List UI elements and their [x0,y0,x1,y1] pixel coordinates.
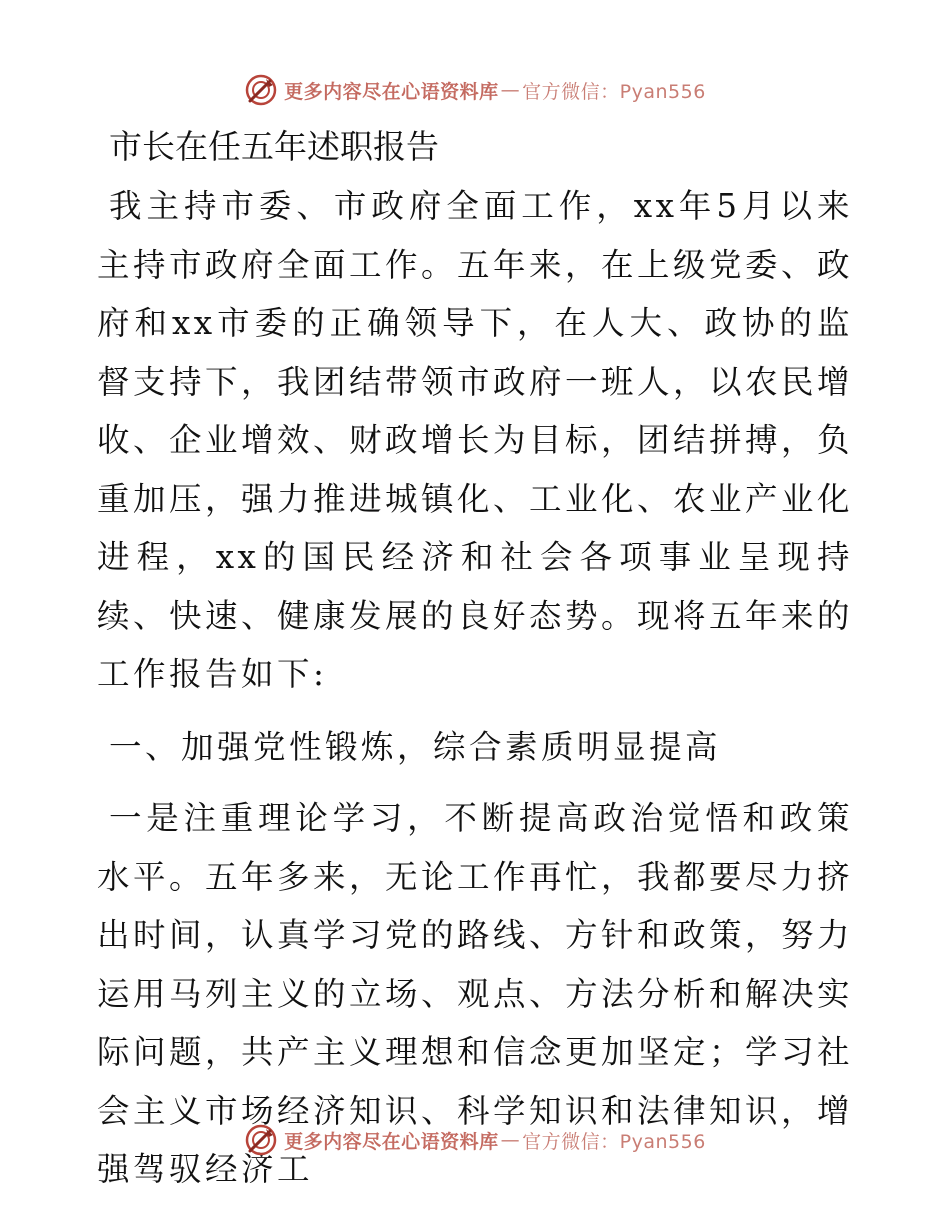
section-heading: 一、加强党性锻炼，综合素质明显提高 [109,727,722,766]
watermark-site-name: 更多内容尽在心语资料库 [284,80,499,103]
document-body [97,122,853,1199]
header-watermark [0,70,950,110]
watermark-site-name: 更多内容尽在心语资料库 [284,1130,499,1153]
watermark-contact: 官方微信：Pyan556 [522,1130,706,1153]
watermark-contact: 官方微信：Pyan556 [522,80,706,103]
watermark-dash: — [500,79,521,101]
section-paragraph: 一是注重理论学习，不断提高政治觉悟和政策水平。五年多来，无论工作再忙，我都要尽力挤出时间，认真学习党的路线、方针和政策，努力运用马列主义的立场、观点、方法分析和解决实际问题，共产主义理想和信念更加坚定；学习社会主义市场经济知识、科学知识和法律知识，增强驾驭经济工 [97,799,854,1188]
document-title: 市长在任五年述职报告 [109,127,439,166]
footer-watermark [0,1120,950,1160]
watermark-logo-icon [244,1123,278,1157]
watermark-dash: — [500,1129,521,1151]
intro-paragraph: 我主持市委、市政府全面工作，xx年5月以来主持市政府全面工作。五年来，在上级党委、政府和xx市委的正确领导下，在人大、政协的监督支持下，我团结带领市政府一班人，以农民增收、企业增效、财政增长为目标，团结拼搏，负重加压，强力推进城镇化、工业化、农业产业化进程，xx的国民经济和社会各项事业呈现持续、快速、健康发展的良好态势。现将五年来的工作报告如下: [97,187,854,693]
watermark-logo-icon [244,73,278,107]
